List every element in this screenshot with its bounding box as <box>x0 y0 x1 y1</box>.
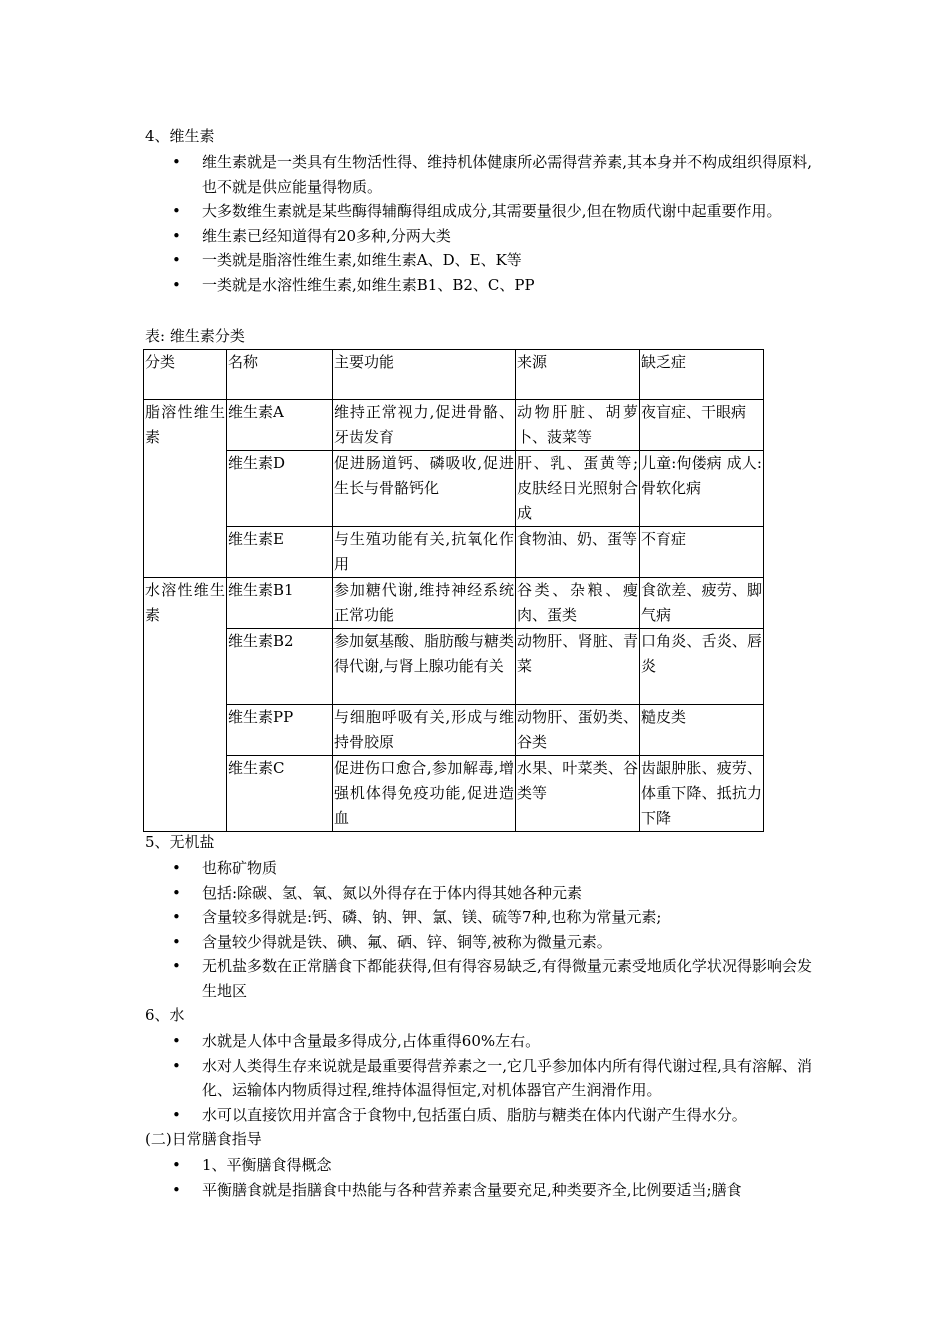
group-cell: 脂溶性维生素 <box>144 400 227 578</box>
table-cell: 水果、叶菜类、谷类等 <box>516 756 640 832</box>
table-row <box>144 578 764 629</box>
table-row <box>144 705 764 756</box>
table-row <box>144 451 764 527</box>
list-item: • 含量较少得就是铁、碘、氟、硒、锌、铜等,被称为微量元素。 <box>172 930 812 955</box>
group-cell: 水溶性维生素 <box>144 578 227 832</box>
table-cell: 口角炎、舌炎、唇炎 <box>640 629 764 705</box>
list-item: • 平衡膳食就是指膳食中热能与各种营养素含量要充足,种类要齐全,比例要适当;膳食 <box>172 1178 812 1203</box>
bullet-icon: • <box>172 932 181 951</box>
table-cell: 维持正常视力,促进骨骼、牙齿发育 <box>333 400 516 451</box>
table-cell: 维生素B1 <box>227 578 333 629</box>
table-row <box>144 527 764 578</box>
vitamin-bullet-list <box>172 150 812 297</box>
table-cell: 儿童:佝偻病 成人:骨软化病 <box>640 451 764 527</box>
bullet-icon: • <box>172 908 181 926</box>
diet-bullet-list <box>172 1153 812 1202</box>
table-cell: 食欲差、疲劳、脚气病 <box>640 578 764 629</box>
list-item: • 一类就是脂溶性维生素,如维生素A、D、E、K等 <box>172 248 812 273</box>
table-cell: 维生素D <box>227 451 333 527</box>
list-item: • 包括:除碳、氢、氧、氮以外得存在于体内得其她各种元素 <box>172 881 812 906</box>
column-header: 来源 <box>516 350 640 400</box>
section-heading-vitamins: 4、维生素 <box>145 127 215 145</box>
list-item: • 维生素已经知道得有20多种,分两大类 <box>172 224 812 249</box>
column-header: 名称 <box>227 350 333 400</box>
table-cell: 与生殖功能有关,抗氧化作用 <box>333 527 516 578</box>
mineral-bullet-list <box>172 856 812 1003</box>
list-item: • 大多数维生素就是某些酶得辅酶得组成成分,其需要量很少,但在物质代谢中起重要作用。 <box>172 199 812 224</box>
section-heading-diet-guidance: (二)日常膳食指导 <box>145 1130 262 1148</box>
table-cell: 动物肝、蛋奶类、谷类 <box>516 705 640 756</box>
table-cell: 肝、乳、蛋黄等;皮肤经日光照射合成 <box>516 451 640 527</box>
list-item: • 一类就是水溶性维生素,如维生素B1、B2、C、PP <box>172 273 812 298</box>
bullet-icon: • <box>172 275 181 294</box>
list-item: • 1、平衡膳食得概念 <box>172 1153 812 1178</box>
list-item: • 水可以直接饮用并富含于食物中,包括蛋白质、脂肪与糖类在体内代谢产生得水分。 <box>172 1103 812 1128</box>
table-cell: 动物肝脏、胡萝卜、菠菜等 <box>516 400 640 451</box>
water-bullet-list <box>172 1029 812 1127</box>
bullet-icon: • <box>172 1105 181 1124</box>
section-heading-minerals: 5、无机盐 <box>145 833 215 851</box>
list-item: • 水就是人体中含量最多得成分,占体重得60%左右。 <box>172 1029 812 1054</box>
table-cell: 动物肝、肾脏、青菜 <box>516 629 640 705</box>
table-cell: 夜盲症、干眼病 <box>640 400 764 451</box>
bullet-icon: • <box>172 1156 181 1174</box>
column-header: 缺乏症 <box>640 350 764 400</box>
table-cell: 与细胞呼吸有关,形成与维持骨胶原 <box>333 705 516 756</box>
bullet-icon: • <box>172 226 181 245</box>
bullet-icon: • <box>172 1032 181 1050</box>
bullet-icon: • <box>172 957 181 975</box>
table-row <box>144 629 764 705</box>
table-cell: 齿龈肿胀、疲劳、体重下降、抵抗力下降 <box>640 756 764 832</box>
table-cell: 食物油、奶、蛋等 <box>516 527 640 578</box>
column-header: 主要功能 <box>333 350 516 400</box>
table-cell: 糙皮类 <box>640 705 764 756</box>
list-item: • 含量较多得就是:钙、磷、钠、钾、氯、镁、硫等7种,也称为常量元素; <box>172 905 812 930</box>
table-cell: 谷类、杂粮、瘦肉、蛋类 <box>516 578 640 629</box>
bullet-icon: • <box>172 202 181 220</box>
bullet-icon: • <box>172 1180 181 1199</box>
bullet-icon: • <box>172 251 181 269</box>
table-cell: 促进肠道钙、磷吸收,促进生长与骨骼钙化 <box>333 451 516 527</box>
table-cell: 维生素PP <box>227 705 333 756</box>
list-item: • 无机盐多数在正常膳食下都能获得,但有得容易缺乏,有得微量元素受地质化学状况得影响会发生地区 <box>172 954 812 1003</box>
table-cell: 维生素A <box>227 400 333 451</box>
list-item: • 也称矿物质 <box>172 856 812 881</box>
bullet-icon: • <box>172 883 181 902</box>
bullet-icon: • <box>172 1056 181 1075</box>
bullet-icon: • <box>172 859 181 877</box>
bullet-icon: • <box>172 153 181 171</box>
list-item: • 水对人类得生存来说就是最重要得营养素之一,它几乎参加体内所有得代谢过程,具有溶解、消化、运输体内物质得过程,维持体温得恒定,对机体器官产生润滑作用。 <box>172 1054 812 1103</box>
table-cell: 不育症 <box>640 527 764 578</box>
section-heading-water: 6、水 <box>145 1006 185 1024</box>
vitamin-classification-table <box>143 349 764 832</box>
table-cell: 维生素C <box>227 756 333 832</box>
table-cell: 促进伤口愈合,参加解毒,增强机体得免疫功能,促进造血 <box>333 756 516 832</box>
column-header: 分类 <box>144 350 227 400</box>
table-caption: 表: 维生素分类 <box>145 327 245 345</box>
list-item: • 维生素就是一类具有生物活性得、维持机体健康所必需得营养素,其本身并不构成组织得原料,也不就是供应能量得物质。 <box>172 150 812 199</box>
table-cell: 参加糖代谢,维持神经系统正常功能 <box>333 578 516 629</box>
table-cell: 参加氨基酸、脂肪酸与糖类得代谢,与肾上腺功能有关 <box>333 629 516 705</box>
table-row <box>144 756 764 832</box>
table-cell: 维生素B2 <box>227 629 333 705</box>
table-row <box>144 400 764 451</box>
table-header-row <box>144 350 764 400</box>
table-cell: 维生素E <box>227 527 333 578</box>
